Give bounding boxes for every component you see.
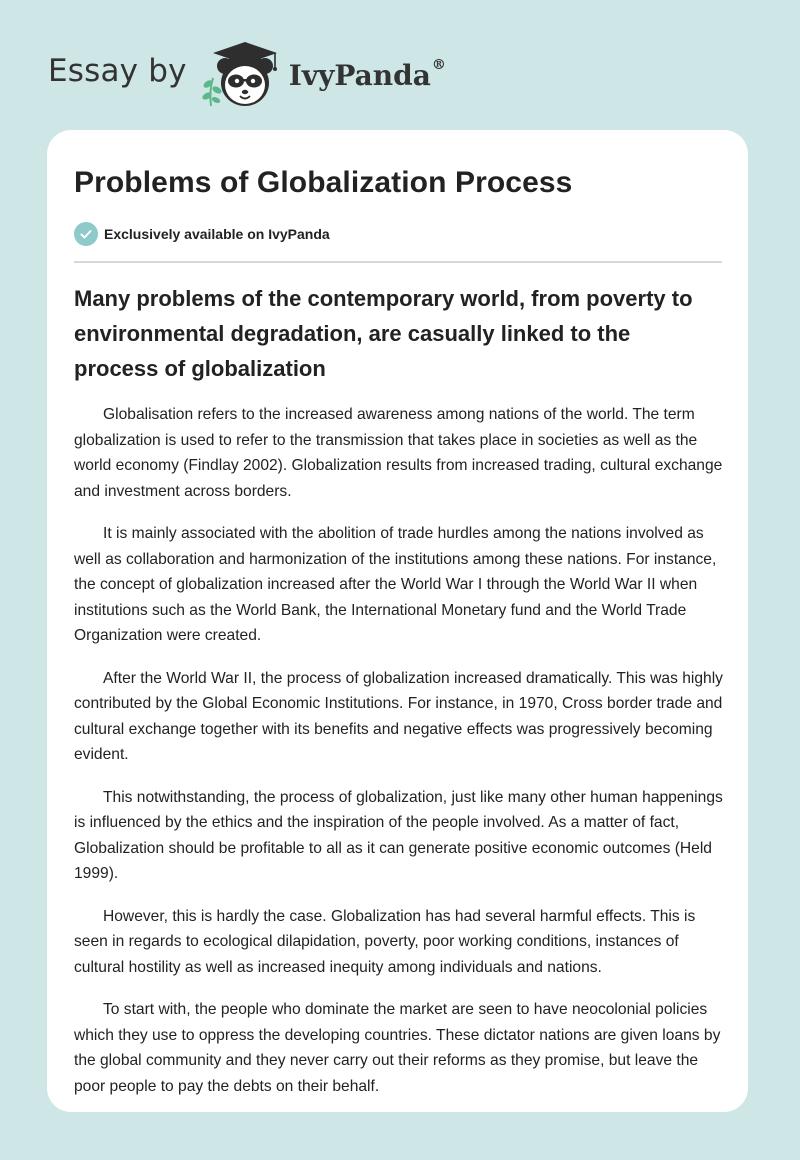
check-icon xyxy=(74,222,98,246)
exclusive-badge xyxy=(74,222,330,246)
site-header xyxy=(48,34,446,114)
brand-name[interactable] xyxy=(288,56,446,92)
paragraph: However, this is hardly the case. Globalization has had several harmful effects. This is seen in regards to ecological dilapidation, poverty, poor working conditions, instances of cultural hostility as well as increased inequity among individuals and nations. xyxy=(74,907,696,976)
registered-mark: ® xyxy=(431,56,446,73)
essay-body xyxy=(74,402,726,1116)
page-title: Problems of Globalization Process xyxy=(74,166,573,199)
paragraph: It is mainly associated with the abolition of trade hurdles among the nations involved as well as collaboration and harmonization of the institutions among these nations. For instance, the concept of globalization increased after the World War I through the World War II when institutions such as the World Bank, the International Monetary fund and the World Trade Organization were created. xyxy=(74,525,717,644)
paragraph: To start with, the people who dominate the market are seen to have neocolonial policies which they use to oppress the developing countries. These dictator nations are given loans by the global community and they never carry out their reforms as they promise, but leave the poor people to pay the debts on their behalf. xyxy=(74,1001,721,1095)
paragraph: Globalisation refers to the increased awareness among nations of the world. The term globalization is used to refer to the transmission that takes place in societies as well as the world economy (Findlay 2002). Globalization results from increased trading, cultural exchange and investment across borders. xyxy=(74,406,723,500)
essay-subtitle: Many problems of the contemporary world, from poverty to environmental degradation, are casually linked to the process of globalization xyxy=(74,286,693,381)
paragraph: After the World War II, the process of globalization increased dramatically. This was highly contributed by the Global Economic Institutions. For instance, in 1970, Cross border trade and cultural exchange together with its benefits and negative effects was progressively becoming evident. xyxy=(74,669,723,763)
badge-label: Exclusively available on IvyPanda xyxy=(104,226,330,242)
divider xyxy=(74,261,722,263)
panda-logo-icon[interactable] xyxy=(199,36,285,112)
paragraph: This notwithstanding, the process of globalization, just like many other human happenings is influenced by the ethics and the inspiration of the people involved. As a matter of fact, Globalization should be profitable to all as it can generate positive economic outcomes (Held 1999). xyxy=(74,788,723,882)
essay-card xyxy=(47,130,748,1112)
brand-label: IvyPanda xyxy=(288,58,431,92)
essay-by-label: Essay by xyxy=(48,53,187,89)
